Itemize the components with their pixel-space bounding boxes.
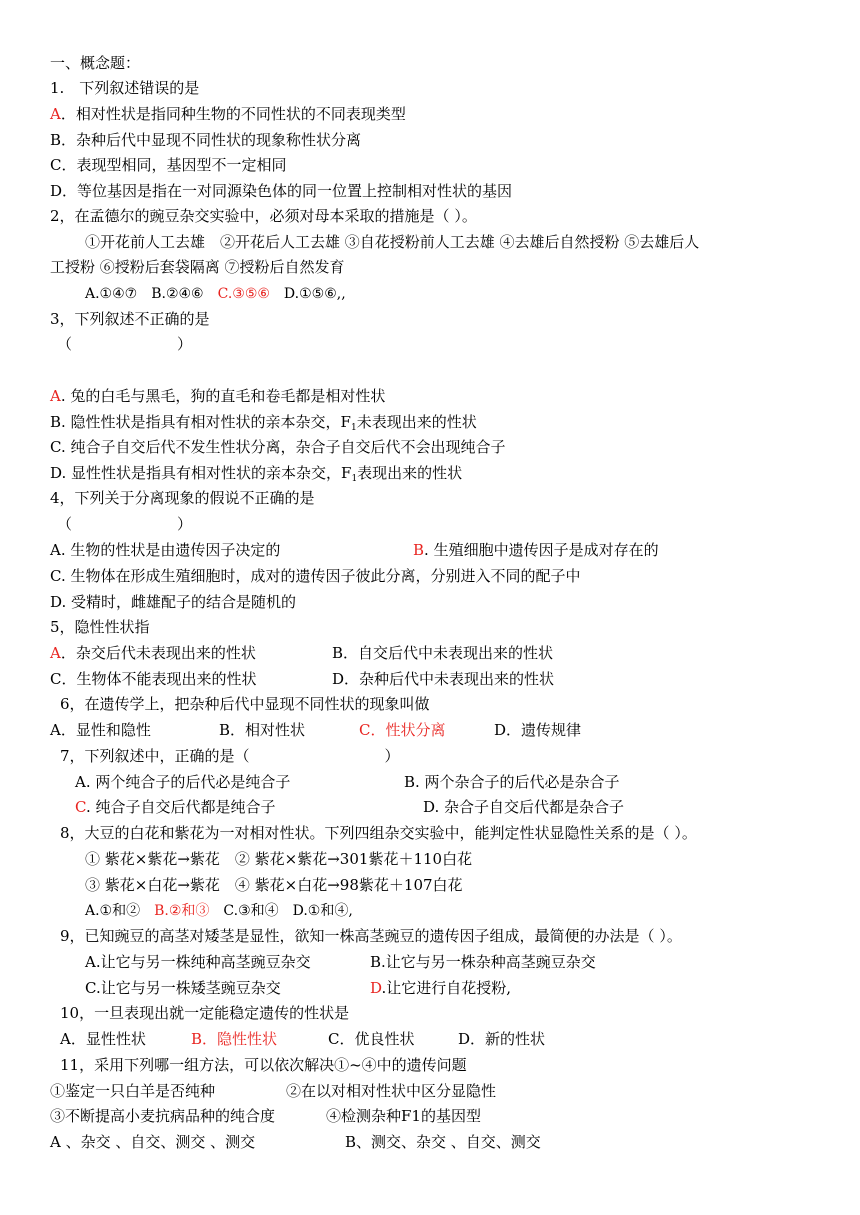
q10-option-d: D．新的性状	[458, 1030, 546, 1048]
q1-option-a: A．相对性状是指同种生物的不同性状的不同表现类型	[50, 105, 406, 123]
q3-option-a: A. 兔的白毛与黑毛，狗的直毛和卷毛都是相对性状	[50, 387, 386, 405]
q7-option-a: A. 两个纯合子的后代必是纯合子	[75, 773, 291, 791]
q5-option-b: B．自交后代中未表现出来的性状	[332, 644, 554, 662]
q10-stem: 10，一旦表现出就一定能稳定遗传的性状是	[60, 1004, 350, 1022]
q4-stem: 4，下列关于分离现象的假说不正确的是	[50, 489, 315, 507]
q11-option-b: B、测交、杂交 、自交、测交	[345, 1133, 541, 1151]
q3-option-b: B. 隐性性状是指具有相对性状的亲本杂交，$F_1$未表现出来的性状	[50, 413, 477, 433]
q2-options: A.①④⑦ B.②④⑥ C.③⑤⑥ D.①⑤⑥,,	[85, 286, 346, 302]
q4-answer-blank: （ ）	[57, 515, 193, 533]
q11-stem: 11，采用下列哪一组方法，可以依次解决①~④中的遗传问题	[60, 1056, 467, 1074]
q11-option-a: A 、杂交 、自交、测交 、测交	[50, 1133, 256, 1151]
q10-option-a: A．显性性状	[60, 1030, 146, 1048]
q3-answer-blank: （ ）	[57, 335, 193, 353]
q8-stem: 8，大豆的白花和紫花为一对相对性状。下列四组杂交实验中，能判定性状显隐性关系的是（ ）。	[60, 824, 697, 842]
q7-option-b: B. 两个杂合子的后代必是杂合子	[404, 773, 620, 791]
q6-stem: 6，在遗传学上，把杂种后代中显现不同性状的现象叫做	[60, 695, 430, 713]
q11-item-3: ③不断提高小麦抗病品种的纯合度	[50, 1107, 276, 1125]
q11-item-2: ②在以对相对性状中区分显隐性	[286, 1082, 497, 1100]
q6-option-d: D．遗传规律	[494, 721, 582, 739]
q7-stem: 7，下列叙述中，正确的是（ ）	[60, 747, 400, 765]
q11-item-4: ④检测杂种F1的基因型	[326, 1107, 481, 1125]
q8-experiments-row2: ③ 紫花×白花→紫花 ④ 紫花×白花→98紫花＋107白花	[85, 876, 463, 894]
q7-option-d: D. 杂合子自交后代都是杂合子	[423, 798, 625, 816]
q3-stem: 3，下列叙述不正确的是	[50, 310, 210, 328]
q6-option-a: A．显性和隐性	[50, 721, 151, 739]
q10-option-c: C．优良性状	[328, 1030, 415, 1048]
q5-option-d: D．杂种后代中未表现出来的性状	[332, 670, 555, 688]
q4-option-d: D. 受精时，雌雄配子的结合是随机的	[50, 593, 297, 611]
q7-option-c: C. 纯合子自交后代都是纯合子	[75, 798, 276, 816]
q9-option-a: A.让它与另一株纯种高茎豌豆杂交	[85, 953, 311, 971]
q1-option-c: C．表现型相同，基因型不一定相同	[50, 156, 287, 174]
q10-option-b-answer: B．隐性性状	[191, 1030, 278, 1048]
q2-stem: 2，在孟德尔的豌豆杂交实验中，必须对母本采取的措施是（ ）。	[50, 207, 477, 225]
q6-option-c-answer: C．性状分离	[359, 721, 446, 739]
answer-letter: A	[50, 644, 61, 662]
q5-stem: 5，隐性性状指	[50, 618, 150, 636]
q4-option-a: A. 生物的性状是由遗传因子决定的	[50, 541, 281, 559]
answer-letter: C	[75, 798, 86, 816]
q1-option-b: B．杂种后代中显现不同性状的现象称性状分离	[50, 131, 362, 149]
q5-option-c: C．生物体不能表现出来的性状	[50, 670, 257, 688]
answer-letter: A	[50, 387, 61, 405]
q2-measures-line2: 工授粉 ⑥授粉后套袋隔离 ⑦授粉后自然发育	[50, 258, 345, 276]
section-title: 一、概念题：	[50, 54, 141, 72]
q2-measures-line1: ①开花前人工去雄 ②开花后人工去雄 ③自花授粉前人工去雄 ④去雄后自然授粉 ⑤去雄后人	[85, 233, 700, 251]
q3-option-d: D. 显性性状是指具有相对性状的亲本杂交，$F_1$表现出来的性状	[50, 464, 463, 484]
q1-stem: 1. 下列叙述错误的是	[50, 79, 200, 97]
q1-option-d: D．等位基因是指在一对同源染色体的同一位置上控制相对性状的基因	[50, 182, 513, 200]
q9-option-c: C.让它与另一株矮茎豌豆杂交	[85, 979, 281, 997]
q8-options: A.①和② B.②和③ C.③和④ D.①和④,	[85, 903, 353, 919]
q4-option-b: B. 生殖细胞中遗传因子是成对存在的	[413, 541, 659, 559]
answer-letter: A	[50, 105, 61, 123]
q8-experiments-row1: ① 紫花×紫花→紫花 ② 紫花×紫花→301紫花＋110白花	[85, 850, 473, 868]
q9-stem: 9，已知豌豆的高茎对矮茎是显性，欲知一株高茎豌豆的遗传因子组成，最简便的办法是（ ）。	[60, 927, 682, 945]
answer-option: B.②和③	[154, 903, 210, 919]
answer-letter: B	[413, 541, 425, 559]
q9-option-d: D.让它进行自花授粉,	[370, 979, 512, 997]
q11-item-1: ①鉴定一只白羊是否纯种	[50, 1082, 216, 1100]
q5-option-a: A．杂交后代未表现出来的性状	[50, 644, 256, 662]
answer-letter: D	[370, 979, 382, 997]
q4-option-c: C. 生物体在形成生殖细胞时，成对的遗传因子彼此分离，分别进入不同的配子中	[50, 567, 581, 585]
q9-option-b: B.让它与另一株杂种高茎豌豆杂交	[370, 953, 596, 971]
answer-option: C.③⑤⑥	[217, 286, 270, 302]
q6-option-b: B．相对性状	[219, 721, 306, 739]
q3-option-c: C. 纯合子自交后代不发生性状分离，杂合子自交后代不会出现纯合子	[50, 438, 506, 456]
